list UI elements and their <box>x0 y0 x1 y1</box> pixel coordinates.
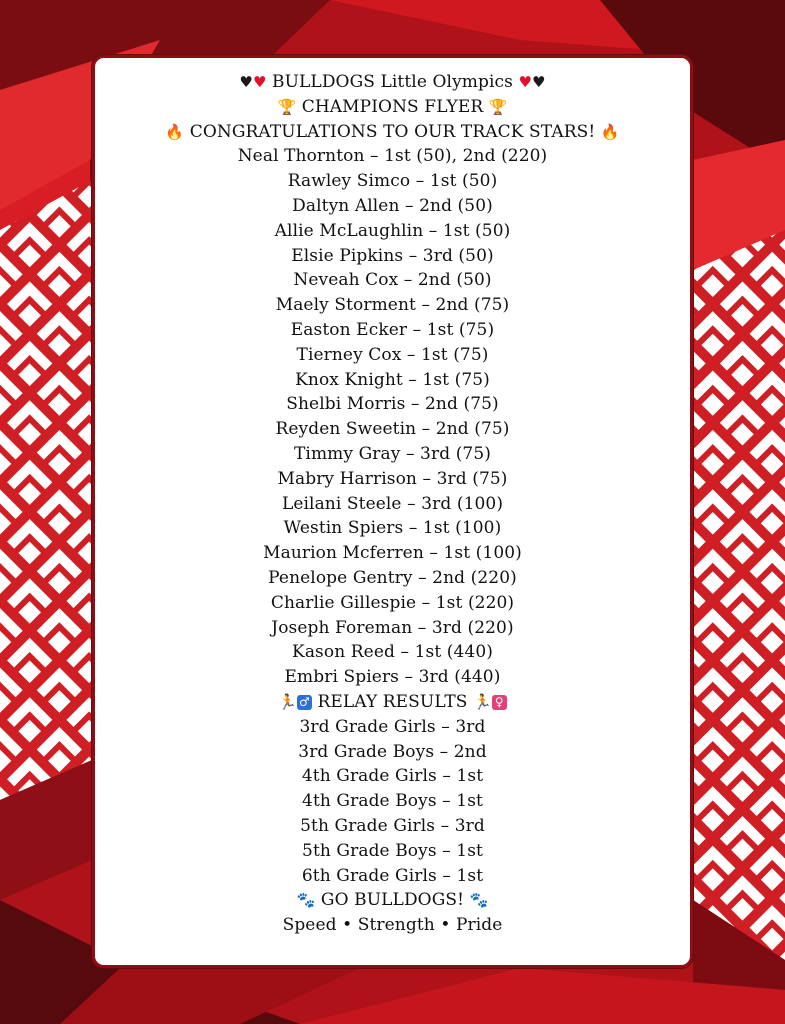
flyer-text <box>95 70 690 938</box>
cheer-text: GO BULLDOGS! <box>320 890 465 911</box>
track-result: Shelbi Morris – 2nd (75) <box>286 394 499 415</box>
title-text: BULLDOGS Little Olympics <box>272 72 513 92</box>
flyer-subtitle <box>95 95 690 120</box>
congrats-text: CONGRATULATIONS TO OUR TRACK STARS! <box>189 121 596 142</box>
fire-icon: 🔥 <box>165 122 185 141</box>
male-sign-icon: ♂ <box>297 695 312 710</box>
trophy-icon: 🏆 <box>277 97 297 116</box>
red-heart-icon: ♥ <box>252 73 267 91</box>
relay-result: 5th Grade Boys – 1st <box>302 840 483 861</box>
cheer-line <box>95 888 690 913</box>
track-result: Knox Knight – 1st (75) <box>295 369 490 390</box>
paw-prints-icon: 🐾 <box>469 891 489 910</box>
track-result: Neveah Cox – 2nd (50) <box>293 270 492 291</box>
black-heart-icon: ♥ <box>239 73 253 91</box>
congrats-line <box>95 120 690 145</box>
track-result: Easton Ecker – 1st (75) <box>290 319 495 340</box>
track-result: Daltyn Allen – 2nd (50) <box>292 195 493 216</box>
man-running-icon: 🏃 <box>278 692 297 711</box>
relay-result: 6th Grade Girls – 1st <box>301 865 484 886</box>
track-result: Elsie Pipkins – 3rd (50) <box>291 245 494 266</box>
track-result: Allie McLaughlin – 1st (50) <box>274 220 511 241</box>
woman-running-icon: 🏃 <box>473 692 492 711</box>
track-result: Maely Storment – 2nd (75) <box>275 295 510 316</box>
track-result: Mabry Harrison – 3rd (75) <box>277 468 508 489</box>
tagline: Speed • Strength • Pride <box>282 915 503 936</box>
relay-result: 3rd Grade Girls – 3rd <box>299 716 486 737</box>
relay-heading <box>95 690 690 715</box>
track-result: Joseph Foreman – 3rd (220) <box>271 617 514 638</box>
flyer-card <box>92 55 693 968</box>
relay-result: 4th Grade Girls – 1st <box>301 766 484 787</box>
track-result: Rawley Simco – 1st (50) <box>287 171 498 192</box>
female-sign-icon: ♀ <box>492 695 507 710</box>
relay-result: 4th Grade Boys – 1st <box>302 791 483 812</box>
track-result: Kason Reed – 1st (440) <box>292 642 493 663</box>
relay-heading-text: RELAY RESULTS <box>317 691 468 712</box>
black-heart-icon: ♥ <box>532 73 546 91</box>
track-result: Penelope Gentry – 2nd (220) <box>268 567 517 588</box>
track-result: Westin Spiers – 1st (100) <box>283 518 502 539</box>
track-result: Reyden Sweetin – 2nd (75) <box>275 419 510 440</box>
flyer-title <box>95 70 690 95</box>
track-result: Timmy Gray – 3rd (75) <box>293 443 491 464</box>
paw-prints-icon: 🐾 <box>296 891 316 910</box>
track-result: Tierney Cox – 1st (75) <box>296 344 489 365</box>
track-result: Neal Thornton – 1st (50), 2nd (220) <box>237 146 548 167</box>
track-result: Charlie Gillespie – 1st (220) <box>270 592 515 613</box>
relay-result: 5th Grade Girls – 3rd <box>300 815 485 836</box>
relay-result: 3rd Grade Boys – 2nd <box>298 741 487 762</box>
track-result: Maurion Mcferren – 1st (100) <box>263 543 522 564</box>
fire-icon: 🔥 <box>600 122 620 141</box>
subtitle-text: CHAMPIONS FLYER <box>301 96 484 117</box>
track-result: Leilani Steele – 3rd (100) <box>281 493 504 514</box>
track-result: Embri Spiers – 3rd (440) <box>284 667 501 688</box>
red-heart-icon: ♥ <box>518 73 533 91</box>
trophy-icon: 🏆 <box>488 97 508 116</box>
